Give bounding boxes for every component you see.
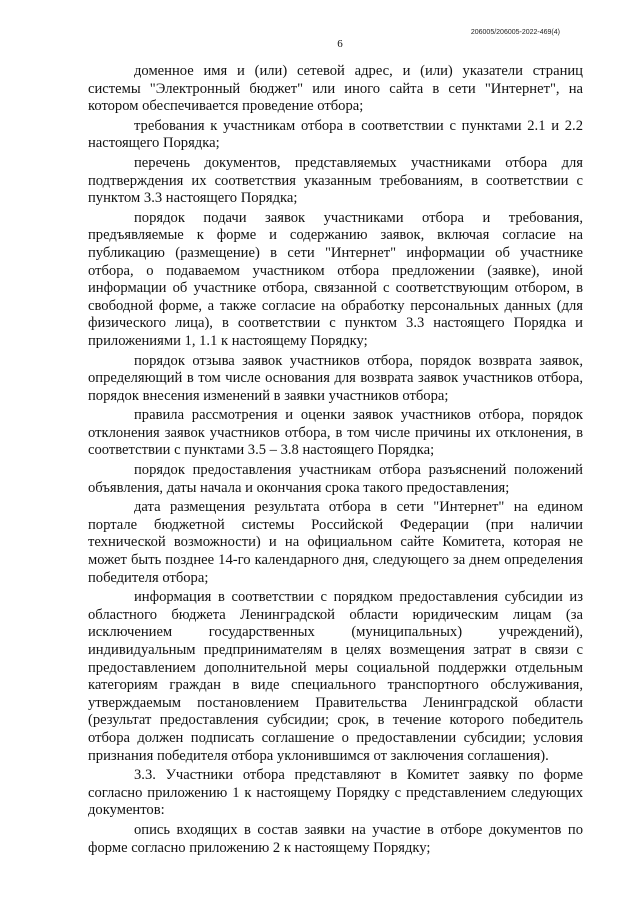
paragraph-result-publication: дата размещения результата отбора в сети "Интернет" на едином портале бюджетной системы Российской Федерации (при наличии технической возможности) и на официальном сайте Комитета, которая не может быть позднее 14-го календарного дня, следующего за днем определения победителя отбора; xyxy=(88,499,583,586)
section-3-3: 3.3. Участники отбора представляют в Комитет заявку по форме согласно приложению 1 к настоящему Порядку с представлением следующих документов: xyxy=(88,767,583,819)
paragraph-website: доменное имя и (или) сетевой адрес, и (или) указатели страниц системы "Электронный бюджет" или иного сайта в сети "Интернет", на котором обеспечивается проведение отбора; xyxy=(88,63,583,115)
paragraph-requirements: требования к участникам отбора в соответствии с пунктами 2.1 и 2.2 настоящего Порядка; xyxy=(88,117,583,152)
paragraph-subsidy-information: информация в соответствии с порядком предоставления субсидии из областного бюджета Ленинградской области юридическим лицам (за исключением государственных (муниципальных) учреждений), индивидуальным предпринимателям в целях возмещения затрат в связи с предоставлением дополнительной меры социальной поддержки отдельным категориям граждан в виде специального транспортного обслуживания, утверждаемым постановлением Правительства Ленинградской области (результат предоставления субсидии; срок, в течение которого победитель отбора должен подписать соглашение о предоставлении субсидии; условия признания победителя отбора уклонившимся от заключения соглашения). xyxy=(88,589,583,764)
paragraph-clarifications: порядок предоставления участникам отбора разъяснений положений объявления, даты начала и окончания срока такого предоставления; xyxy=(88,462,583,496)
paragraph-documents-list: перечень документов, представляемых участниками отбора для подтверждения их соответствия указанным требованиям, в соответствии с пунктом 3.3 настоящего Порядка; xyxy=(88,154,583,207)
paragraph-submission-procedure: порядок подачи заявок участниками отбора и требования, предъявляемые к форме и содержанию заявок, включая согласие на публикацию (размещение) в сети "Интернет" информации об участнике отбора, о подаваемом участником отбора предложении (заявке), иной информации об участнике отбора, связанной с соответствующим отбором, в свободной форме, а также согласие на обработку персональных данных (для физического лица), в соответствии с пунктом 3.3 настоящего Порядка и приложениями 1, 1.1 к настоящему Порядку; xyxy=(88,209,583,349)
document-body xyxy=(88,63,583,859)
page-number: 6 xyxy=(337,38,343,50)
paragraph-inventory: опись входящих в состав заявки на участие в отборе документов по форме согласно приложению 2 к настоящему Порядку; xyxy=(88,821,583,856)
paragraph-evaluation-rules: правила рассмотрения и оценки заявок участников отбора, порядок отклонения заявок участников отбора, в том числе причины их отклонения, в соответствии с пунктами 3.5 – 3.8 настоящего Порядка; xyxy=(88,407,583,459)
document-id: 206005/206005-2022-469(4) xyxy=(470,29,560,36)
paragraph-withdrawal-procedure: порядок отзыва заявок участников отбора, порядок возврата заявок, определяющий в том числе основания для возврата заявок участников отбора, порядок внесения изменений в заявки участников отбора; xyxy=(88,352,583,404)
